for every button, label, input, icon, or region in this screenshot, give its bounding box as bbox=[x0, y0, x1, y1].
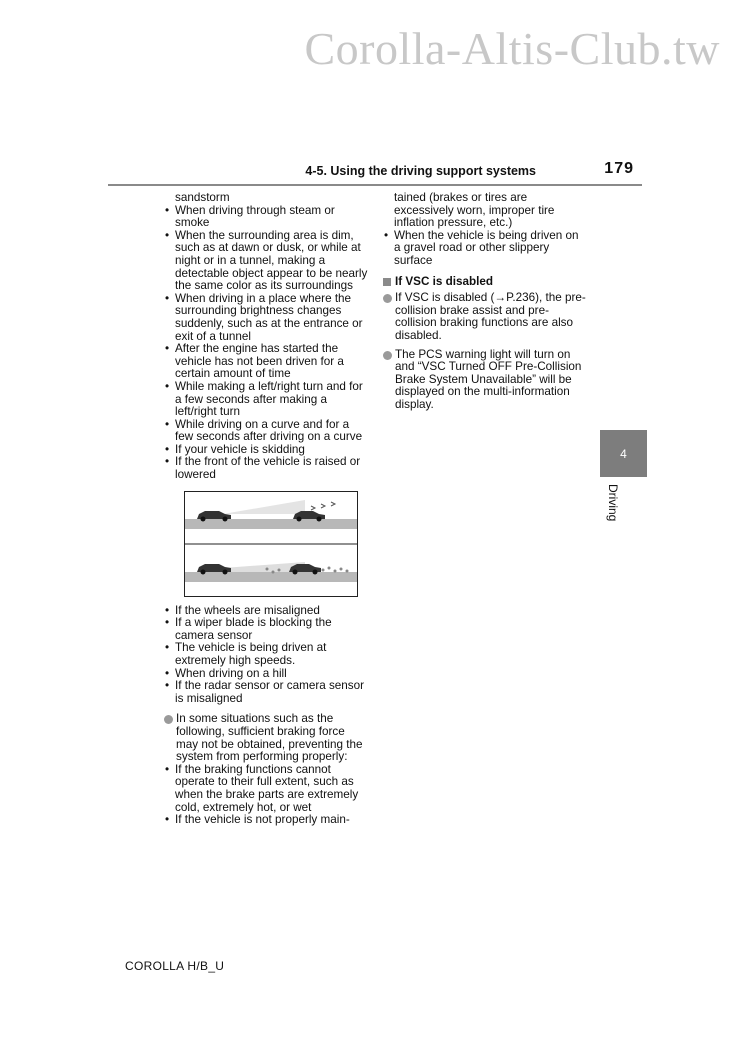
road-surface bbox=[185, 519, 357, 529]
list-item: • The vehicle is being driven at extremely high speeds. bbox=[164, 642, 370, 667]
road-illustration bbox=[184, 491, 358, 597]
list-item: • If the wheels are misaligned bbox=[164, 605, 370, 618]
road-surface bbox=[185, 572, 357, 582]
list-item: • After the engine has started the vehicle has not been driven for a certain amount of time bbox=[164, 343, 370, 381]
footer-text: COROLLA H/B_U bbox=[125, 959, 225, 973]
right-column bbox=[383, 192, 588, 412]
list-item: • If the front of the vehicle is raised or lowered bbox=[164, 456, 370, 481]
subsection-heading: If VSC is disabled bbox=[383, 276, 588, 289]
chapter-number: 4 bbox=[620, 446, 627, 461]
page-header bbox=[108, 158, 642, 186]
spray-arrows-icon bbox=[311, 502, 335, 510]
radar-beam bbox=[223, 500, 305, 514]
circle-item: If VSC is disabled (→P.236), the pre-collision brake assist and pre-collision braking functions are also disabled. bbox=[383, 292, 588, 342]
circle-item: In some situations such as the following, sufficient braking force may not be obtained, preventing the system from performing properly: bbox=[164, 713, 370, 763]
list-item: • When the surrounding area is dim, such as at dawn or dusk, or while at night or in a tunnel, making a detectable object appear to be nearly the same color as its surroundings bbox=[164, 230, 370, 293]
circle-item: The PCS warning light will turn on and “VSC Turned OFF Pre-Collision Brake System Unavailable” will be displayed on the multi-information display. bbox=[383, 349, 588, 412]
chapter-label: Driving bbox=[606, 484, 620, 522]
page-number: 179 bbox=[604, 160, 634, 177]
section-title: 4-5. Using the driving support systems bbox=[305, 164, 536, 178]
road-illustration-svg bbox=[185, 492, 357, 596]
watermark: Corolla-Altis-Club.tw bbox=[304, 23, 720, 74]
list-item: • When driving in a place where the surrounding brightness changes suddenly, such as at the entrance or exit of a tunnel bbox=[164, 293, 370, 343]
list-item: • While driving on a curve and for a few seconds after driving on a curve bbox=[164, 419, 370, 444]
continuation-text: tained (brakes or tires are excessively worn, improper tire inflation pressure, etc.) bbox=[394, 191, 555, 230]
list-item: • If the braking functions cannot operate to their full extent, such as when the brake parts are extremely cold, extremely hot, or wet bbox=[164, 764, 370, 814]
list-item: • When driving on a hill bbox=[164, 668, 370, 681]
list-item: • If the radar sensor or camera sensor is misaligned bbox=[164, 680, 370, 705]
list-item: • If your vehicle is skidding bbox=[164, 444, 370, 457]
left-column bbox=[164, 192, 370, 827]
list-item: • While making a left/right turn and for a few seconds after making a left/right turn bbox=[164, 381, 370, 419]
list-item: • If the vehicle is not properly main- bbox=[164, 814, 370, 827]
continuation-text: sandstorm bbox=[175, 191, 230, 204]
chapter-tab[interactable] bbox=[600, 430, 647, 477]
list-item: • When the vehicle is being driven on a gravel road or other slippery surface bbox=[383, 230, 588, 268]
list-item: • If a wiper blade is blocking the camera sensor bbox=[164, 617, 370, 642]
list-item: • When driving through steam or smoke bbox=[164, 205, 370, 230]
